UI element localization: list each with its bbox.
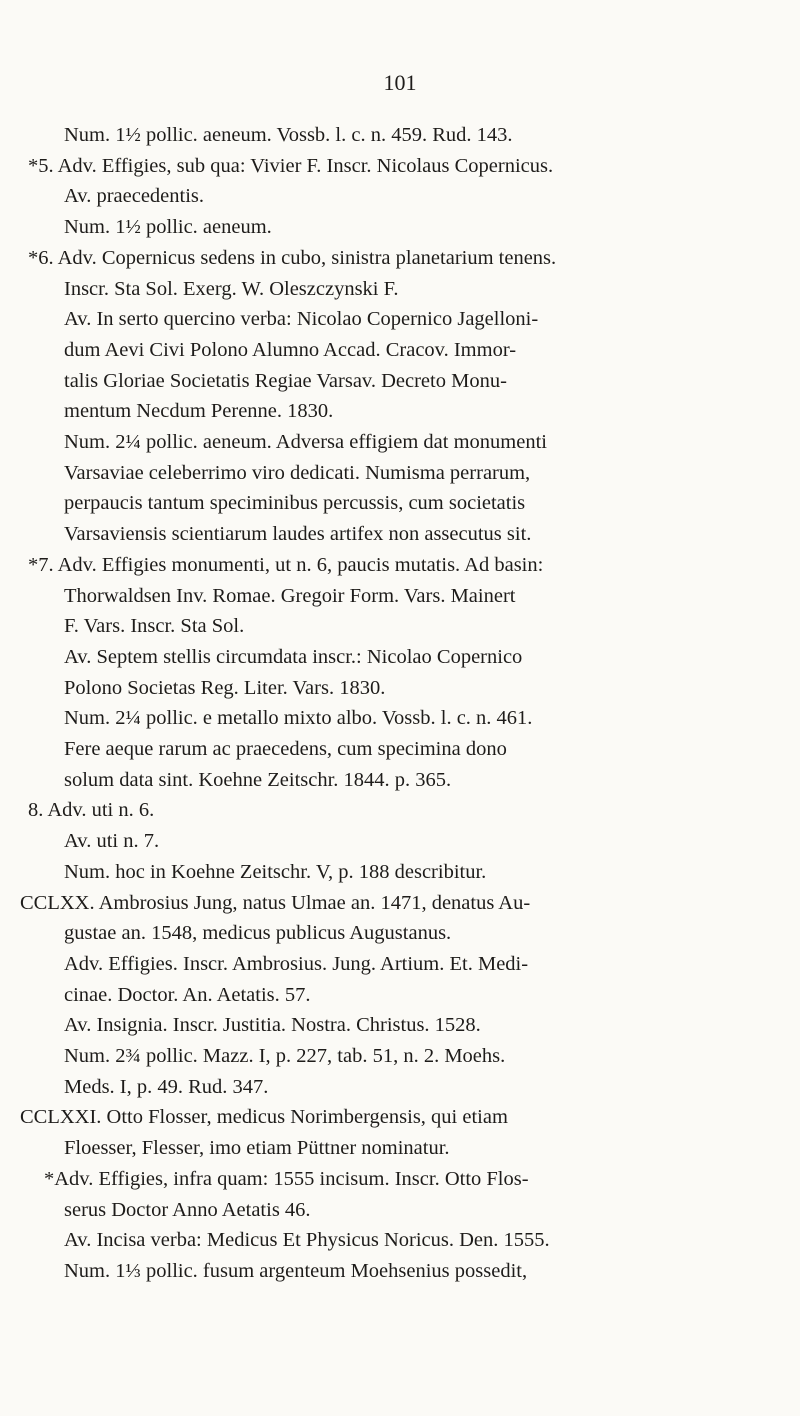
text-line: Num. 1⅓ pollic. fusum argenteum Moehsenius possedit, [64,1259,528,1282]
text-line: cinae. Doctor. An. Aetatis. 57. [64,983,311,1006]
text-line: Av. uti n. 7. [64,830,160,853]
text-line: *Adv. Effigies, infra quam: 1555 incisum. Inscr. Otto Flos- [44,1167,529,1190]
text-line: *7. Adv. Effigies monumenti, ut n. 6, paucis mutatis. Ad basin: [28,553,544,576]
text-line: Num. 1½ pollic. aeneum. [64,216,272,239]
text-line: Varsaviensis scientiarum laudes artifex non assecutus sit. [64,523,532,546]
text-line: Av. Septem stellis circumdata inscr.: Nicolao Copernico [64,645,523,668]
text-line: Num. 1½ pollic. aeneum. Vossb. l. c. n. 459. Rud. 143. [64,124,513,146]
text-line: talis Gloriae Societatis Regiae Varsav. Decreto Monu- [64,369,507,392]
text-line: Av. In serto quercino verba: Nicolao Copernico Jagelloni- [64,308,539,331]
text-line: Floesser, Flesser, imo etiam Püttner nominatur. [64,1137,450,1160]
text-line: Meds. I, p. 49. Rud. 347. [64,1075,269,1098]
text-line: F. Vars. Inscr. Sta Sol. [64,615,245,638]
text-line: serus Doctor Anno Aetatis 46. [64,1198,311,1221]
text-line: mentum Necdum Perenne. 1830. [64,400,334,423]
text-line: gustae an. 1548, medicus publicus Augustanus. [64,922,452,945]
text-line: dum Aevi Civi Polono Alumno Accad. Cracov. Immor- [64,338,517,361]
text-line: Num. 2¼ pollic. e metallo mixto albo. Vossb. l. c. n. 461. [64,707,533,730]
text-line: perpaucis tantum speciminibus percussis, cum societatis [64,492,526,515]
text-line: *6. Adv. Copernicus sedens in cubo, sinistra planetarium tenens. [28,246,557,269]
text-line: Num. 2¼ pollic. aeneum. Adversa effigiem dat monumenti [64,431,547,453]
text-line: CCLXX. Ambrosius Jung, natus Ulmae an. 1471, denatus Au- [20,891,531,914]
text-line: Polono Societas Reg. Liter. Vars. 1830. [64,676,386,699]
page-number: 101 [383,70,417,95]
text-line: Av. praecedentis. [64,185,205,208]
text-line: Thorwaldsen Inv. Romae. Gregoir Form. Vars. Mainert [64,584,516,607]
text-line: Av. Insignia. Inscr. Justitia. Nostra. Christus. 1528. [64,1014,481,1037]
text-line: Adv. Effigies. Inscr. Ambrosius. Jung. Artium. Et. Medi- [64,952,529,975]
text-line: Num. hoc in Koehne Zeitschr. V, p. 188 describitur. [64,860,487,883]
text-line: Num. 2¾ pollic. Mazz. I, p. 227, tab. 51, n. 2. Moehs. [64,1045,506,1067]
text-line: 8. Adv. uti n. 6. [28,799,155,822]
text-line: *5. Adv. Effigies, sub qua: Vivier F. Inscr. Nicolaus Copernicus. [28,154,554,177]
text-line: solum data sint. Koehne Zeitschr. 1844. p. 365. [64,768,452,791]
text-line: Varsaviae celeberrimo viro dedicati. Numisma perrarum, [64,461,531,484]
text-line: Inscr. Sta Sol. Exerg. W. Oleszczynski F. [64,277,399,300]
text-line: Fere aeque rarum ac praecedens, cum specimina dono [64,738,507,760]
text-line: CCLXXI. Otto Flosser, medicus Norimbergensis, qui etiam [20,1106,508,1129]
text-line: Av. Incisa verba: Medicus Et Physicus Noricus. Den. 1555. [64,1229,550,1252]
